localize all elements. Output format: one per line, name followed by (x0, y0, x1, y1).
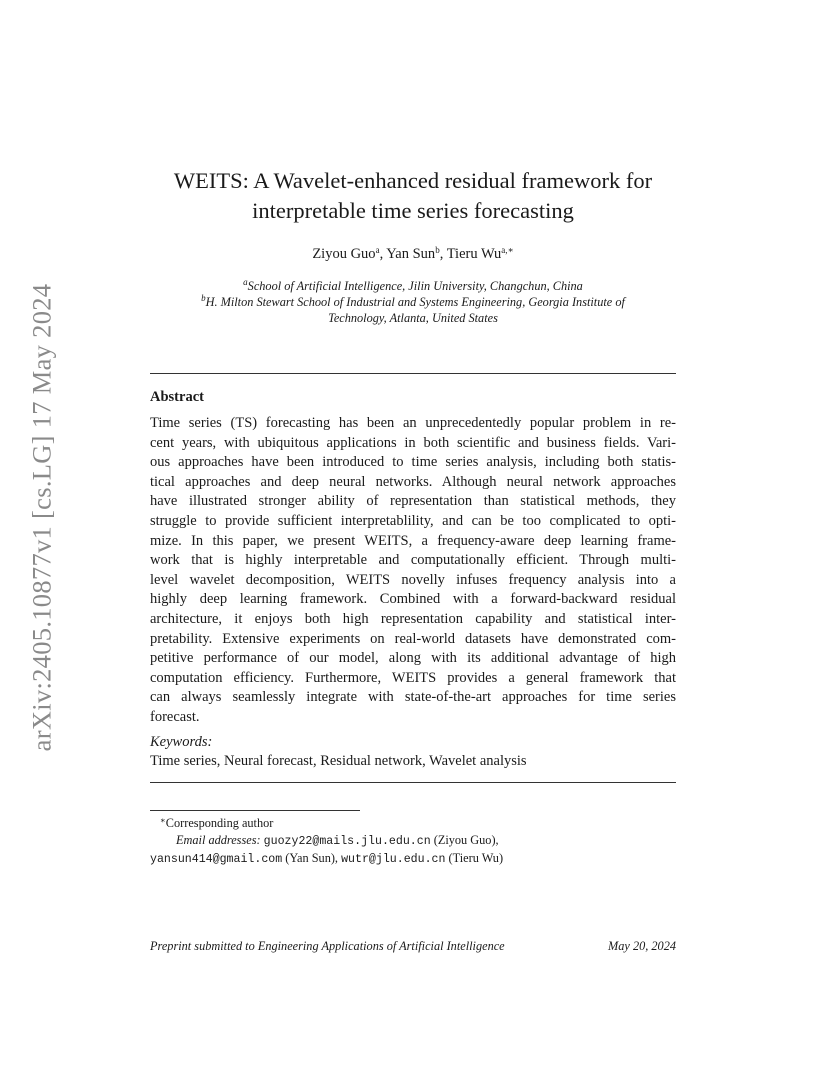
abstract-line: petitive performance of our model, along with its additional advantage of high (150, 650, 676, 667)
footnote-marker: ∗ (160, 815, 166, 825)
abstract-body (150, 414, 676, 728)
footnotes (150, 815, 676, 869)
abstract-line: pretability. Extensive experiments on real-world datasets have demonstrated com- (150, 630, 676, 647)
abstract-line: have illustrated stronger ability of representation than statistical methods, they (150, 493, 676, 510)
email-link[interactable]: yansun414@gmail.com (150, 853, 283, 866)
author-name: Tieru Wu (446, 246, 502, 262)
keywords-label: Keywords: (150, 734, 213, 750)
arxiv-stamp-text: arXiv:2405.10877v1 [cs.LG] 17 May 2024 (26, 283, 57, 752)
email-owner: (Yan Sun), (285, 851, 339, 865)
abstract-line: ous approaches have been introduced to time series analysis, including both statis- (150, 454, 676, 471)
corresponding-author-text: Corresponding author (165, 816, 274, 830)
abstract-line: level wavelet decomposition, WEITS novelly infuses frequency analysis into a (150, 571, 676, 588)
affiliation-marker: a (243, 277, 248, 287)
affiliation-a (150, 278, 676, 294)
abstract-line: Time series (TS) forecasting has been an unprecedentedly popular problem in re- (150, 415, 676, 431)
affiliation-b (150, 294, 676, 310)
paper-title (150, 166, 676, 226)
email-link[interactable]: wutr@jlu.edu.cn (341, 853, 446, 866)
abstract-line: forecast. (150, 708, 200, 725)
abstract-line: can always seamlessly integrate with state-of-the-art approaches for time series (150, 689, 676, 706)
email-owner: (Tieru Wu) (448, 851, 504, 865)
divider (150, 782, 676, 783)
divider (150, 373, 676, 374)
affiliation-marker: b (201, 293, 206, 304)
corresponding-author-note (150, 815, 676, 832)
email-link[interactable]: guozy22@mails.jlu.edu.cn (263, 834, 431, 848)
email-label: Email addresses: (176, 832, 261, 847)
author-name: Ziyou Guo (312, 246, 376, 262)
abstract-line: work that is highly interpretable and computationally efficient. Through multi- (150, 552, 676, 569)
affiliation-b-continued: Technology, Atlanta, United States (328, 311, 498, 326)
title-line-2: interpretable time series forecasting (252, 198, 574, 223)
arxiv-stamp (22, 275, 62, 760)
affiliation-text: School of Artificial Intelligence, Jilin University, Changchun, China (247, 279, 583, 293)
author-list: Ziyou Guo$^a$, Yan Sun$^b$, Tieru $Wu^{a,∗}$ (312, 245, 514, 262)
abstract-line: architecture, it enjoys both high representation capability and statistical inter- (150, 610, 676, 627)
email-line-1 (150, 832, 676, 851)
email-line-2 (150, 850, 676, 869)
abstract-line: tical approaches and deep neural networks. Although neural network approaches (150, 473, 676, 490)
abstract-line: computation efficiency. Furthermore, WEITS provides a general framework that (150, 669, 676, 686)
abstract-line: cent years, with ubiquitous applications in both scientific and business fields. Vari- (150, 434, 676, 451)
preprint-note: Preprint submitted to Engineering Applications of Artificial Intelligence (150, 939, 505, 953)
affiliations (150, 278, 676, 327)
author-name: Yan Sun (386, 246, 436, 262)
email-owner: (Ziyou Guo), (433, 832, 499, 847)
affiliation-text: H. Milton Stewart School of Industrial and Systems Engineering, Georgia Institute of (205, 295, 625, 310)
footnote-rule (150, 810, 360, 811)
abstract-line: mize. In this paper, we present WEITS, a frequency-aware deep learning frame- (150, 532, 676, 549)
abstract-heading: Abstract (150, 389, 204, 405)
title-line-1: WEITS: A Wavelet-enhanced residual framework for (173, 168, 653, 193)
keywords-text: Time series, Neural forecast, Residual network, Wavelet analysis (150, 753, 527, 769)
author-affil-marker: b (435, 245, 440, 255)
author-affil-marker: a,∗ (501, 245, 514, 255)
abstract-line: struggle to provide sufficient interpretablility, and can be too complicated to opti- (150, 512, 676, 529)
abstract-line: highly deep learning framework. Combined with a forward-backward residual (150, 591, 676, 608)
author-affil-marker: a (375, 245, 380, 255)
preprint-date: May 20, 2024 (608, 939, 676, 953)
